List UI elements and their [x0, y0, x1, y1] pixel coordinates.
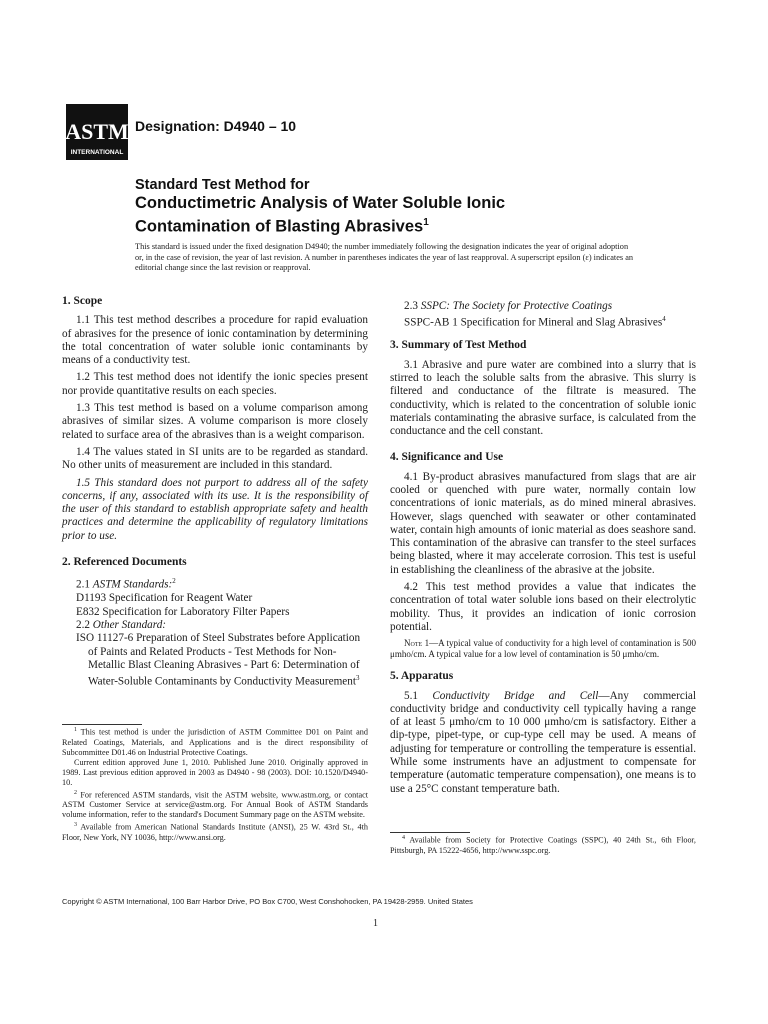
- ref-sspc-mark: 4: [662, 315, 666, 324]
- section-apparatus-heading: 5. Apparatus: [390, 670, 454, 683]
- significance-4-2: 4.2 This test method provides a value that indicates the concentration of total water soluble ions based on their electrolytic mobility. Thus, it provides an indication of ionic corrosion potential.: [390, 581, 696, 633]
- scope-1-3: 1.3 This test method is based on a volume comparison among abrasives of similar sizes. A volume comparison is more closely related to surface area of the abrasives than is a weight comparison.: [62, 402, 368, 441]
- ref-2-2-num: 2.2: [76, 618, 90, 631]
- ref-2-1: [62, 575, 368, 592]
- copyright-line: Copyright © ASTM International, 100 Barr Harbor Drive, PO Box C700, West Conshohocken, PA 19428-2959. United States: [62, 897, 473, 906]
- section-summary-heading: 3. Summary of Test Method: [390, 339, 527, 352]
- title-line-3: [135, 213, 655, 237]
- ref-2-1-title: ASTM Standards:: [92, 579, 173, 592]
- svg-text:INTERNATIONAL: INTERNATIONAL: [70, 149, 124, 156]
- footnote-2: $^2$ For referenced ASTM standards, visit the ASTM website, www.astm.org, or contact ASTM Customer Service at service@astm.org. For Annual Book of ASTM Standards volume information, refer to the standard's Document Summary page on the ASTM website.: [62, 789, 369, 820]
- page-number: 1: [373, 918, 378, 929]
- apparatus-5-1: 5.1 Conductivity Bridge and Cell—Any commercial conductivity bridge and conductivity cell typically having a range of at least 5 μmho/cm to 10 000 μmho/cm is satisfactory. Either a dip-type, pipet-type, or cup-type cell may be used. A means of adjusting for temperature or controlling the temperature is essential. While some instruments have an adjustment to compensate for temperature (automatic temperature compensation), one means is to use a 25°C constant temperature bath.: [390, 689, 697, 795]
- ref-2-3-num: 2.3: [404, 300, 418, 312]
- astm-logo: [65, 103, 129, 161]
- document-title: [135, 176, 655, 237]
- ref-2-3: [390, 300, 696, 313]
- ref-e832: E832 Specification for Laboratory Filter Papers: [76, 605, 290, 618]
- ref-2-3-title: SSPC: The Society for Protective Coatings: [420, 300, 613, 312]
- section-scope-heading: 1. Scope: [62, 295, 103, 307]
- ref-d1193: D1193 Specification for Reagent Water: [76, 592, 253, 605]
- scope-1-1: 1.1 This test method describes a procedure for rapid evaluation of abrasives for the presence of ionic contamination by determining the total concentration of water soluble ionic contaminants by means of a conductivity test.: [62, 314, 368, 367]
- footnote-1: $^1$ This test method is under the jurisdiction of ASTM Committee D01 on Paint and Related Coatings, Materials, and Applications and is the direct responsibility of Subcommittee D01.46 on Industrial Protective Coatings.: [62, 727, 368, 757]
- title-line-2: Conductimetric Analysis of Water Soluble Ionic: [135, 194, 506, 212]
- summary-3-1: 3.1 Abrasive and pure water are combined into a slurry that is stirred to leach the soluble salts from the abrasive. This slurry is filtered and conductance of the filtrate is measured. The conductivity, which is related to the concentration of soluble ionic materials contaminating the abrasive surface, is calculated from the conductance and the cell constant.: [390, 358, 696, 438]
- ref-sspc: [404, 313, 696, 330]
- title-footnote-mark: 1: [423, 217, 429, 228]
- footnote-3: $^3$ Available from American National Standards Institute (ANSI), 25 W. 43rd St., 4th Floor, New York, NY 10036, http://www.ansi.org.: [62, 822, 368, 843]
- note-1-text: —A typical value of conductivity for a high level of contamination is 500 μmho/cm. A typical value for a low level of contamination is 50 μmho/cm.: [390, 638, 696, 660]
- ref-iso-mark: 3: [355, 674, 360, 683]
- footnote-4: $^4$ Available from Society for Protective Coatings (SSPC), 40 24th St., 6th Floor, Pittsburgh, PA 15222-4656, http://www.sspc.org.: [390, 835, 696, 855]
- apparatus-5-1-title: Conductivity Bridge and Cell: [432, 689, 599, 702]
- left-column: [62, 295, 368, 689]
- significance-4-1: 4.1 By-product abrasives manufactured from slags that are air cooled or quenched with pure water, normally contain low concentrations of ionic materials, as do mined mineral abrasives. However, slags quenched with seawater or other contaminated water, contain high amounts of ionic material as does seashore sand. This contamination of the abrasive can transfer to the steel surfaces being blasted, where it may accelerate corrosion. This test is useful in establishing the cleanliness of the abrasive at the jobsite.: [390, 470, 696, 576]
- section-referenced-heading: 2. Referenced Documents: [62, 556, 187, 569]
- scope-1-5: 1.5 This standard does not purport to address all of the safety concerns, if any, associated with its use. It is the responsibility of the user of this standard to establish appropriate safety and health practices and determine the applicability of regulatory limitations prior to use.: [62, 476, 368, 542]
- svg-text:ASTM: ASTM: [65, 119, 129, 144]
- ref-2-2-title: Other Standard:: [92, 618, 167, 631]
- ref-2-2: [62, 619, 368, 632]
- right-column: [390, 300, 696, 800]
- designation: Designation: D4940 – 10: [135, 118, 297, 134]
- title-line-1: Standard Test Method for: [135, 177, 310, 193]
- note-1: [390, 638, 696, 660]
- ref-sspc-text: SSPC-AB 1 Specification for Mineral and Slag Abrasives: [404, 317, 663, 330]
- scope-1-4: 1.4 The values stated in SI units are to be regarded as standard. No other units of measurement are included in this standard.: [62, 445, 368, 472]
- note-1-label: Note 1: [404, 638, 430, 649]
- scope-1-2: 1.2 This test method does not identify the ionic species present nor provide quantitative results on each species.: [62, 371, 368, 397]
- footnotes-right: [390, 832, 696, 856]
- issued-note: This standard is issued under the fixed designation D4940; the number immediately following the designation indicates the year of original adoption or, in the case of revision, the year of last revision. A number in parentheses indicates the year of last reapproval. A superscript epsilon (ε) indicates an editorial change since the last revision or reapproval.: [135, 242, 634, 273]
- ref-iso-text: ISO 11127-6 Preparation of Steel Substrates before Application of Paints and Related Products - Test Methods for Non-Metallic Blast Cleaning Abrasives - Part 6: Determination of Water-Soluble Contaminants by Conductivity Measurement: [76, 632, 361, 688]
- ref-2-1-num: 2.1: [76, 579, 90, 592]
- footnote-1b: Current edition approved June 1, 2010. Published June 2010. Originally approved in 1989. Last previous edition approved in 2003 as D4940 - 98 (2003). DOI: 10.1520/D4940-10.: [62, 757, 368, 787]
- footnotes-left: [62, 724, 368, 843]
- ref-iso: [76, 632, 368, 689]
- section-significance-heading: 4. Significance and Use: [390, 451, 504, 464]
- ref-2-1-mark: 2: [172, 577, 176, 586]
- title-line-3-text: Contamination of Blasting Abrasives: [135, 217, 424, 236]
